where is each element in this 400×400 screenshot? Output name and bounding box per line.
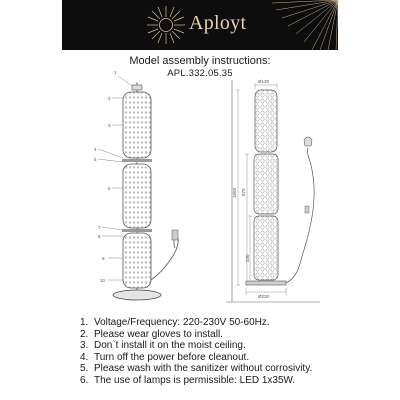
sun-logo-icon (146, 5, 186, 45)
brand-name: Aployt (189, 12, 247, 34)
instruction-item: 2. Please wear gloves to install. (80, 328, 223, 340)
instructions-list (80, 317, 312, 386)
instruction-item: 6. The use of lamps is permissible: LED 1x35W. (80, 374, 296, 386)
instruction-item: 1. Voltage/Frequency: 220-230V 50-60Hz. (80, 317, 270, 328)
instruction-item: 4. Turn off the power before cleanout. (80, 351, 250, 363)
dim-top-diameter: Ø130 (258, 79, 270, 84)
lamp-base (246, 281, 286, 285)
model-number: APL.332.05.35 (167, 68, 233, 79)
callout-2: 2 (108, 96, 111, 101)
power-cable-right (286, 148, 314, 283)
callout-5: 5 (94, 157, 97, 162)
lamp-body-middle (254, 154, 278, 214)
top-cap (132, 85, 142, 90)
callout-9: 9 (102, 256, 105, 261)
plug-icon (304, 137, 312, 146)
brand-banner (62, 0, 338, 50)
lamp-body-top (255, 90, 277, 152)
decorative-rays (252, 0, 338, 50)
instruction-item: 3. Don`t install it on the moist ceiling. (80, 340, 246, 351)
callout-6: 6 (108, 186, 111, 191)
shade-segment-top (123, 92, 151, 158)
callout-10: 10 (100, 278, 106, 283)
instruction-item: 5. Please wash with the sanitizer without corrosivity. (80, 363, 313, 374)
callout-7: 7 (98, 225, 101, 230)
dim-mid-height: 870 (241, 188, 246, 196)
base-plate (113, 290, 161, 300)
dimensioned-lamp-view (226, 79, 320, 302)
lamp-body-bottom (254, 216, 278, 280)
dim-base-diameter: Ø230 (258, 294, 270, 299)
callout-8: 8 (98, 234, 101, 239)
callout-3: 3 (108, 123, 111, 128)
callout-1: 1 (114, 70, 117, 75)
shade-segment-middle (123, 164, 151, 228)
callout-4: 4 (94, 147, 97, 152)
instructions-title: Model assembly instructions: (129, 55, 271, 67)
shade-segment-bottom (123, 233, 151, 288)
power-cable (151, 235, 178, 280)
dim-total-height: 1668 (232, 187, 237, 198)
exploded-lamp-view (94, 70, 178, 300)
dim-low-height: 330 (245, 254, 250, 262)
